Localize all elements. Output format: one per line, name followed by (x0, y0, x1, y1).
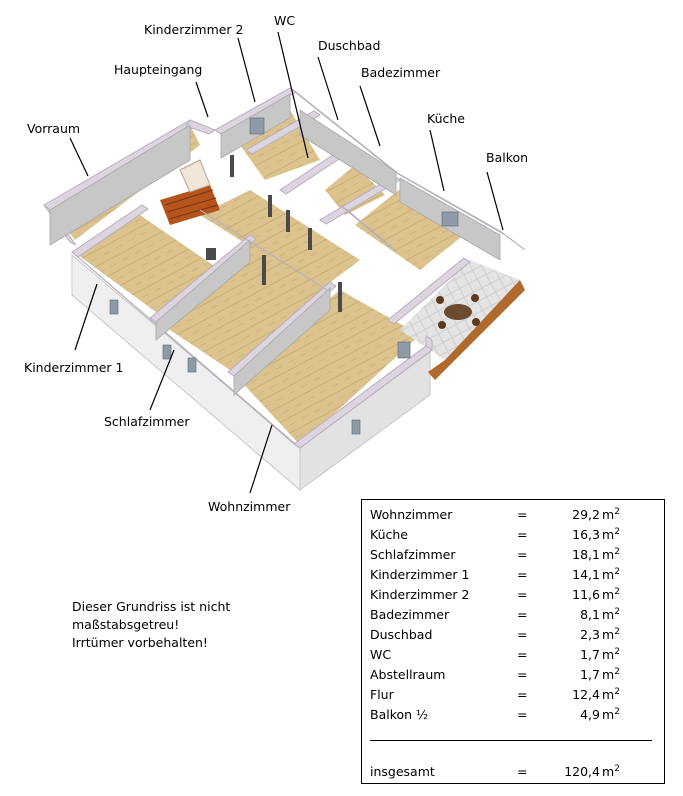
equals-sign: = (517, 507, 528, 522)
table-row (370, 567, 658, 585)
label-kinderzimmer2: Kinderzimmer 2 (144, 22, 244, 37)
room-name: Schlafzimmer (370, 547, 456, 562)
area-unit: $m^2$ (602, 527, 620, 543)
label-balkon: Balkon (486, 150, 529, 165)
equals-sign: = (517, 547, 528, 562)
disclaimer (72, 598, 230, 652)
table-row (370, 607, 658, 625)
room-name: Kinderzimmer 1 (370, 567, 470, 582)
disclaimer-line: maßstabsgetreu! (72, 617, 180, 632)
table-row (370, 547, 658, 565)
area-unit: $m^2$ (602, 507, 620, 523)
area-unit: $m^2$ (602, 707, 620, 723)
area-unit: $m^2$ (602, 687, 620, 703)
label-vorraum: Vorraum (27, 121, 81, 136)
table-total-row (370, 764, 658, 782)
equals-sign: = (517, 607, 528, 622)
table-row (370, 507, 658, 525)
room-area: 2,3 (580, 627, 600, 642)
area-unit: $m^2$ (602, 567, 620, 583)
table-row (370, 527, 658, 545)
total-label: insgesamt (370, 764, 435, 779)
table-row (370, 627, 658, 645)
label-wohnzimmer: Wohnzimmer (208, 499, 291, 514)
room-area: 1,7 (580, 667, 600, 682)
room-area: 11,6 (572, 587, 600, 602)
equals-sign: = (517, 687, 528, 702)
room-name: Badezimmer (370, 607, 450, 622)
room-name: Abstellraum (370, 667, 446, 682)
room-name: Küche (370, 527, 408, 542)
disclaimer-line: Irrtümer vorbehalten! (72, 635, 208, 650)
table-row (370, 667, 658, 685)
equals-sign: = (517, 627, 528, 642)
label-haupteingang: Haupteingang (114, 62, 203, 77)
table-row (370, 587, 658, 605)
equals-sign: = (517, 667, 528, 682)
equals-sign: = (517, 647, 528, 662)
room-area: 18,1 (572, 547, 600, 562)
equals-sign: = (517, 527, 528, 542)
room-name: Flur (370, 687, 394, 702)
label-badezimmer: Badezimmer (361, 65, 441, 80)
room-name: Kinderzimmer 2 (370, 587, 470, 602)
area-table (361, 499, 665, 784)
room-area: 4,9 (580, 707, 600, 722)
total-area: 120,4 (564, 764, 600, 779)
room-name: Balkon ½ (370, 707, 429, 722)
disclaimer-line: Dieser Grundriss ist nicht (72, 599, 231, 614)
table-row (370, 707, 658, 725)
label-schlafzimmer: Schlafzimmer (104, 414, 190, 429)
room-area: 29,2 (572, 507, 600, 522)
label-kinderzimmer1: Kinderzimmer 1 (24, 360, 124, 375)
room-area: 16,3 (572, 527, 600, 542)
area-unit: $m^2$ (602, 647, 620, 663)
area-unit: $m^2$ (602, 667, 620, 683)
equals-sign: = (517, 567, 528, 582)
equals-sign: = (517, 587, 528, 602)
room-name: WC (370, 647, 392, 662)
equals-sign: = (517, 707, 528, 722)
area-unit: $m^2$ (602, 607, 620, 623)
label-duschbad: Duschbad (318, 38, 381, 53)
equals-sign: = (517, 764, 528, 779)
room-name: Wohnzimmer (370, 507, 453, 522)
area-unit: $m^2$ (602, 547, 620, 563)
room-area: 1,7 (580, 647, 600, 662)
room-name: Duschbad (370, 627, 433, 642)
table-divider (370, 740, 652, 741)
area-unit: $m^2$ (602, 587, 620, 603)
table-row (370, 647, 658, 665)
area-unit: $m^2$ (602, 764, 620, 780)
label-kueche: Küche (427, 111, 465, 126)
room-area: 12,4 (572, 687, 600, 702)
label-wc: WC (274, 13, 296, 28)
room-area: 8,1 (580, 607, 600, 622)
building (44, 88, 525, 490)
table-row (370, 687, 658, 705)
room-area: 14,1 (572, 567, 600, 582)
area-unit: $m^2$ (602, 627, 620, 643)
